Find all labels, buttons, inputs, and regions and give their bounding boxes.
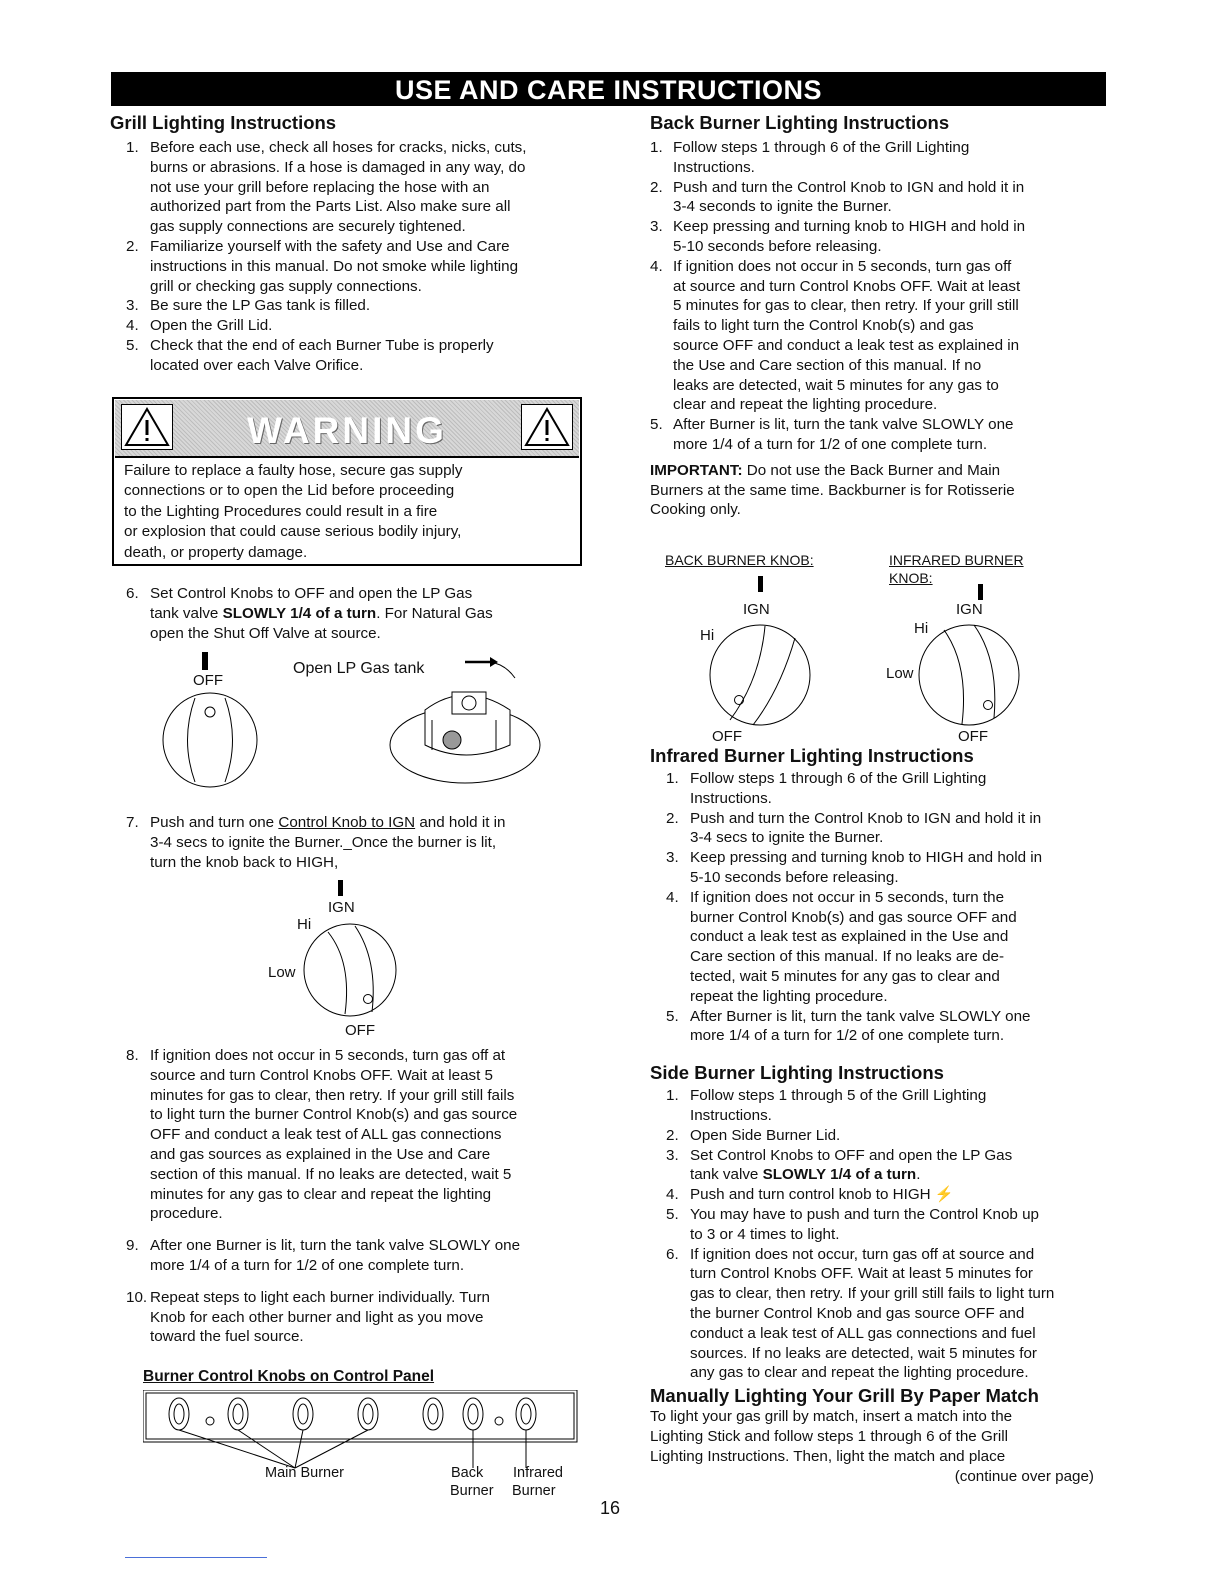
- step-8: [110, 1046, 598, 1224]
- back-burner-knob-label: BACK BURNER KNOB:: [665, 552, 814, 568]
- section-banner: USE AND CARE INSTRUCTIONS: [111, 72, 1106, 106]
- off-label: OFF: [345, 1022, 375, 1039]
- off-label: OFF: [958, 728, 988, 745]
- main-burner-label: Main Burner: [265, 1465, 344, 1481]
- step-7: [110, 813, 598, 872]
- side-burner-steps: [650, 1086, 1110, 1383]
- list-item: 2. Push and turn the Control Knob to IGN and hold it in 3-4 seconds to ignite the Burner.: [650, 178, 1025, 216]
- step-10: [110, 1288, 598, 1347]
- list-item: 10. Repeat steps to light each burner individually. Turn Knob for each other burner and light as you move toward the fuel source.: [126, 1288, 490, 1346]
- back-burner-section: [650, 112, 1110, 520]
- list-item: 1. Follow steps 1 through 5 of the Grill Lighting Instructions.: [666, 1087, 987, 1124]
- lp-tank-figure: [160, 650, 590, 810]
- manual-lighting-text: To light your gas grill by match, insert a match into the Lighting Stick and follow steps 1 through 6 of the Grill Lighting Instructions. Then, light the match and place: [650, 1408, 1013, 1465]
- back-burner-label: Burner: [450, 1483, 494, 1499]
- back-infrared-knobs-figure: [660, 552, 1060, 745]
- warning-title: WARNING: [247, 410, 447, 451]
- warning-header: [115, 400, 579, 458]
- infrared-section: [650, 745, 1110, 1486]
- list-item: 4. Open the Grill Lid.: [126, 317, 273, 335]
- lp-tank-valve-icon: [370, 650, 550, 790]
- side-burner-title: Side Burner Lighting Instructions: [650, 1062, 944, 1084]
- infrared-label: Infrared: [513, 1465, 563, 1481]
- list-item: 3. Be sure the LP Gas tank is filled.: [126, 297, 371, 315]
- low-label: Low: [268, 964, 296, 981]
- warning-text: Failure to replace a faulty hose, secure gas supply connections or to open the Lid before proceeding to the Lighting Procedures could result in a fire or explosion that could cause serious bodily injury, death, or property damage.: [124, 462, 463, 561]
- ign-label: IGN: [956, 601, 983, 618]
- infrared-knob-label: INFRARED BURNER: [889, 552, 1024, 568]
- grill-lighting-section: [110, 112, 598, 376]
- main-knob-figure: [260, 878, 420, 1043]
- list-item: 2. Familiarize yourself with the safety and Use and Care instructions in this manual. Do not smoke while lighting grill or checking gas supply connections.: [126, 237, 519, 295]
- control-panel-figure: [143, 1368, 583, 1498]
- list-item: 3. Set Control Knobs to OFF and open the LP Gas tank valve SLOWLY 1/4 of a turn.: [666, 1146, 1013, 1184]
- list-item: 7. Push and turn one Control Knob to IGN and hold it in 3-4 secs to ignite the Burner._Once the burner is lit, turn the knob back to HIGH,: [126, 814, 506, 871]
- hi-label: Hi: [914, 620, 929, 637]
- warning-triangle-icon: [521, 404, 573, 450]
- infrared-title: Infrared Burner Lighting Instructions: [650, 745, 974, 766]
- page-number: 16: [600, 1498, 621, 1518]
- knob-off-icon: [160, 690, 260, 790]
- off-label: OFF: [712, 728, 742, 745]
- step-9: [110, 1236, 598, 1276]
- indicator-mark: [758, 576, 763, 592]
- warning-box: [112, 397, 582, 566]
- back-burner-title: Back Burner Lighting Instructions: [650, 112, 950, 133]
- ign-label: IGN: [743, 601, 770, 618]
- back-burner-knob-icon: [705, 620, 815, 730]
- steps-8-10: [110, 1046, 598, 1347]
- footer-rule: [125, 1557, 267, 1558]
- list-item: 5. After Burner is lit, turn the tank valve SLOWLY one more 1/4 of a turn for 1/2 of one complete turn.: [650, 416, 1014, 453]
- ignite-spark-icon: ⚡: [934, 1186, 954, 1204]
- list-item: 5. Check that the end of each Burner Tube is properly located over each Valve Orifice.: [126, 336, 494, 374]
- off-label: OFF: [193, 672, 223, 689]
- list-item: 9. After one Burner is lit, turn the tank valve SLOWLY one more 1/4 of a turn for 1/2 of one complete turn.: [126, 1237, 521, 1274]
- list-item: 4. If ignition does not occur in 5 seconds, turn gas off at source and turn Control Knobs OFF. Wait at least 5 minutes for gas to clear, then retry. If your grill still fails to light turn the Control Knob(s) and gas source OFF and conduct a leak test as explained in the Use and Care section of this manual. If no leaks are detected, wait 5 minutes for any gas to clear and repeat the lighting procedure.: [650, 257, 1021, 414]
- list-item: 5. You may have to push and turn the Control Knob up to 3 or 4 times to light.: [666, 1205, 1039, 1243]
- indicator-mark: [202, 652, 208, 670]
- manual-lighting-title: Manually Lighting Your Grill By Paper Match: [650, 1385, 1039, 1407]
- back-label: Back: [451, 1465, 484, 1481]
- infrared-knob-label-2: KNOB:: [889, 570, 933, 586]
- knob-icon: [300, 920, 400, 1020]
- infrared-burner-label: Burner: [512, 1483, 556, 1499]
- list-item: 8. If ignition does not occur in 5 seconds, turn gas off at source and turn Control Knobs OFF. Wait at least 5 minutes for gas to clear, then retry. If your grill still fails to light turn the burner Control Knob(s) and gas source OFF and conduct a leak test of ALL gas connections and gas sources as explained in the Use and Care section of this manual. If no leaks are detected, wait 5 minutes for any gas to clear and repeat the lighting procedure.: [126, 1047, 518, 1223]
- hi-label: Hi: [297, 916, 312, 933]
- infrared-knob-icon: [914, 620, 1024, 730]
- list-item: 3. Keep pressing and turning knob to HIGH and hold in 5-10 seconds before releasing.: [650, 218, 1026, 255]
- list-item: 4. Push and turn control knob to HIGH ⚡: [666, 1186, 954, 1204]
- list-item: 2. Open Side Burner Lid.: [666, 1126, 841, 1144]
- indicator-mark: [978, 584, 983, 600]
- low-label: Low: [886, 665, 914, 682]
- list-item: 1. Before each use, check all hoses for cracks, nicks, cuts, burns or abrasions. If a hose is damaged in any way, do not use your grill before replacing the hose with an authorized part from the Parts List. Also make sure all gas supply connections are securely tightened.: [126, 139, 527, 236]
- list-item: 6. If ignition does not occur, turn gas off at source and turn Control Knobs OFF. Wait at least 5 minutes for gas to clear, then retry. If your grill still fails to light turn the burner Control Knob and gas source OFF and conduct a leak test of ALL gas connections and fuel sources. If no leaks are detected, wait 5 minutes for any gas to clear and repeat the lighting procedure.: [666, 1245, 1055, 1382]
- list-item: 1. Follow steps 1 through 6 of the Grill Lighting Instructions.: [650, 139, 970, 176]
- list-item: 3. Keep pressing and turning knob to HIGH and hold in 5-10 seconds before releasing.: [666, 849, 1043, 886]
- open-lp-tank-label: Open LP Gas tank: [293, 660, 425, 677]
- list-item: 2. Push and turn the Control Knob to IGN and hold it in 3-4 secs to ignite the Burner.: [666, 809, 1042, 847]
- continue-note: (continue over page): [954, 1467, 1094, 1485]
- indicator-mark: [338, 880, 343, 896]
- list-item: 4. If ignition does not occur in 5 seconds, turn the burner Control Knob(s) and gas source OFF and conduct a leak test as explained in the Use and Care section of this manual. If no leaks are de- tected, wait 5 minutes for any gas to clear and repeat the lighting procedure.: [666, 888, 1017, 1005]
- list-item: 1. Follow steps 1 through 6 of the Grill Lighting Instructions.: [666, 770, 987, 807]
- control-panel-heading: Burner Control Knobs on Control Panel: [143, 1368, 435, 1385]
- infrared-steps: [650, 769, 1110, 1046]
- grill-steps-list: [110, 138, 598, 376]
- ign-label: IGN: [328, 899, 355, 916]
- step-6: [110, 584, 598, 643]
- list-item: 5. After Burner is lit, turn the tank valve SLOWLY one more 1/4 of a turn for 1/2 of one complete turn.: [666, 1007, 1031, 1045]
- list-item: 6. Set Control Knobs to OFF and open the LP Gas tank valve SLOWLY 1/4 of a turn. For Natural Gas open the Shut Off Valve at source.: [126, 585, 493, 642]
- back-burner-steps: [650, 138, 1110, 455]
- hi-label: Hi: [700, 627, 715, 644]
- grill-lighting-title: Grill Lighting Instructions: [110, 112, 337, 133]
- important-note: IMPORTANT: Do not use the Back Burner and Main Burners at the same time. Backburner is for Rotisserie Cooking only.: [650, 461, 1015, 519]
